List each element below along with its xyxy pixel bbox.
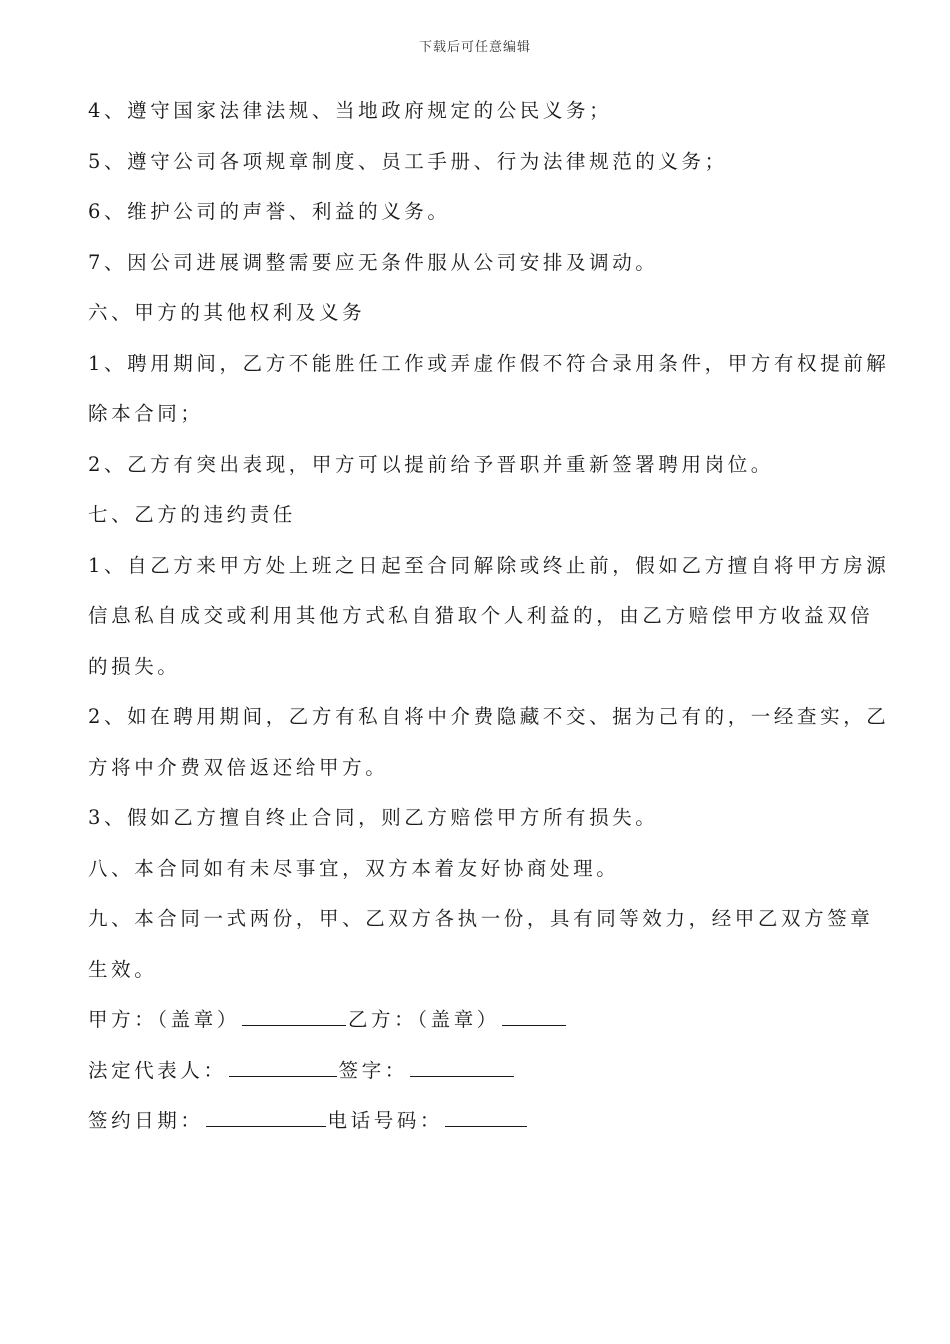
page-header-note: 下载后可任意编辑 bbox=[418, 40, 531, 55]
clause-line: 3、假如乙方擅自终止合同，则乙方赔偿甲方所有损失。 bbox=[88, 806, 659, 829]
clause-line: 5、遵守公司各项规章制度、员工手册、行为法律规范的义务； bbox=[88, 149, 728, 173]
clause-line: 除本合同； bbox=[88, 402, 204, 425]
phone-label: 电话号码： bbox=[327, 1109, 444, 1132]
legal-rep-label: 法定代表人： bbox=[88, 1058, 227, 1082]
section-heading: 九、本合同一式两份，甲、乙双方各执一份，具有同等效力，经甲乙双方签章 bbox=[88, 907, 874, 930]
signature-row-parties bbox=[88, 995, 864, 1046]
date-field[interactable] bbox=[206, 1108, 326, 1127]
clause-line: 1、自乙方来甲方处上班之日起至合同解除或终止前，假如乙方擅自将甲方房源 bbox=[88, 553, 890, 577]
signature-row-representative bbox=[88, 1046, 864, 1097]
date-label: 签约日期： bbox=[88, 1109, 204, 1132]
clause-line: 1、聘用期间，乙方不能胜任工作或弄虚作假不符合录用条件，甲方有权提前解 bbox=[88, 351, 890, 375]
clause-line: 6、维护公司的声誉、利益的义务。 bbox=[88, 200, 451, 223]
signature-row-date-phone bbox=[88, 1096, 864, 1147]
party-b-seal-field[interactable] bbox=[502, 1007, 566, 1026]
phone-field[interactable] bbox=[445, 1108, 527, 1127]
legal-rep-field[interactable] bbox=[229, 1058, 337, 1077]
clause-line: 4、遵守国家法律法规、当地政府规定的公民义务； bbox=[88, 99, 613, 122]
clause-line: 7、因公司进展调整需要应无条件服从公司安排及调动。 bbox=[88, 250, 659, 274]
section-heading: 八、本合同如有未尽事宜，双方本着友好协商处理。 bbox=[88, 856, 620, 880]
section-heading: 六、甲方的其他权利及义务 bbox=[88, 301, 366, 324]
clause-line: 2、乙方有突出表现，甲方可以提前给予晋职并重新签署聘用岗位。 bbox=[88, 452, 774, 476]
signature-label: 签字： bbox=[338, 1058, 408, 1082]
party-b-label: 乙方：（盖章） bbox=[347, 1008, 500, 1031]
clause-line: 方将中介费双倍返还给甲方。 bbox=[88, 755, 389, 779]
section-heading: 七、乙方的违约责任 bbox=[88, 503, 296, 526]
clause-line: 生效。 bbox=[88, 957, 158, 981]
clause-line: 信息私自成交或利用其他方式私自猎取个人利益的，由乙方赔偿甲方收益双倍 bbox=[88, 604, 874, 627]
party-a-seal-field[interactable] bbox=[242, 1007, 346, 1026]
document-body bbox=[88, 86, 890, 1147]
party-a-label: 甲方：（盖章） bbox=[88, 1008, 240, 1031]
signature-field[interactable] bbox=[410, 1058, 514, 1077]
clause-line: 的损失。 bbox=[88, 654, 181, 678]
clause-line: 2、如在聘用期间，乙方有私自将中介费隐藏不交、据为己有的，一经查实，乙 bbox=[88, 705, 890, 728]
